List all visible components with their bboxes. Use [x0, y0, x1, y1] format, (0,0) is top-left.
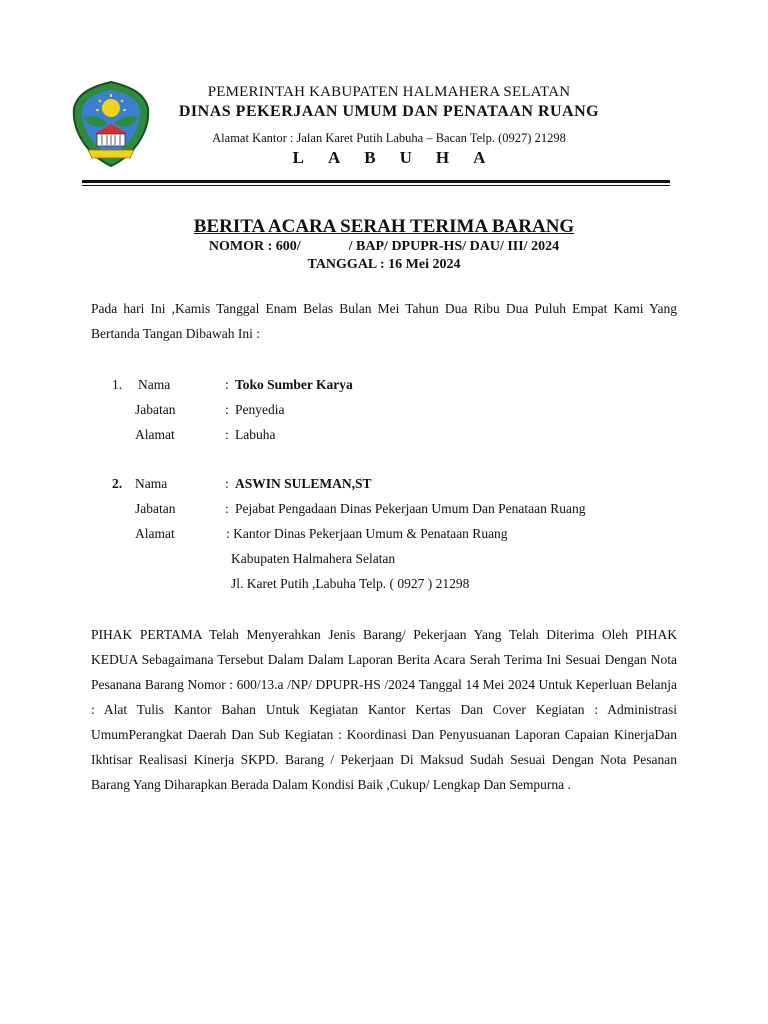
party-2	[91, 471, 691, 596]
party-2-position-label: Jabatan	[135, 501, 176, 516]
party-1-position-value: Penyedia	[235, 402, 285, 417]
party-2-number: 2.	[112, 476, 123, 491]
letterhead-divider-thin	[82, 185, 670, 186]
party-1-name-label: Nama	[138, 377, 171, 392]
colon: :	[225, 402, 229, 417]
letterhead-agency: DINAS PEKERJAAN UMUM DAN PENATAAN RUANG	[178, 103, 600, 120]
party-2-address-line2: Kabupaten Halmahera Selatan	[231, 551, 396, 566]
halmahera-selatan-emblem-icon	[70, 78, 152, 170]
colon: :	[225, 501, 229, 516]
party-2-name-label: Nama	[135, 476, 168, 491]
letterhead-divider-thick	[82, 180, 670, 183]
party-1-name-value: Toko Sumber Karya	[235, 377, 353, 392]
document-title-block	[0, 216, 768, 274]
document-number-suffix: / BAP/ DPUPR-HS/ DAU/ III/ 2024	[348, 239, 560, 254]
letterhead	[150, 82, 628, 169]
party-2-address-label: Alamat	[135, 526, 175, 541]
document-number-prefix: NOMOR : 600/	[208, 239, 301, 254]
letterhead-government: PEMERINTAH KABUPATEN HALMAHERA SELATAN	[207, 84, 571, 100]
party-2-address-line3: Jl. Karet Putih ,Labuha Telp. ( 0927 ) 21298	[231, 576, 470, 591]
statement-paragraph: PIHAK PERTAMA Telah Menyerahkan Jenis Barang/ Pekerjaan Yang Telah Diterima Oleh PIHAK KEDUA Sebagaimana Tersebut Dalam Dalam Laporan Berita Acara Serah Terima Ini Sesuai Dengan Nota Pesanana Barang Nomor : 600/13.a /NP/ DPUPR-HS /2024 Tanggal 14 Mei 2024 Untuk Keperluan Belanja : Alat Tulis Kantor Bahan Untuk Kegiatan Kantor Kertas Dan Cover Kegiatan : Administrasi UmumPerangkat Daerah Dan Sub Kegiatan : Koordinasi Dan Penyusuanan Laporan Capaian KinerjaDan Ikhtisar Realisasi Kinerja SKPD. Barang / Pekerjaan Di Maksud Sudah Sesuai Dengan Nota Pesanan Barang Yang Diharapkan Berada Dalam Kondisi Baik ,Cukup/ Lengkap Dan Sempurna .	[91, 627, 677, 792]
party-1-address-label: Alamat	[135, 427, 175, 442]
party-2-address-line1: : Kantor Dinas Pekerjaan Umum & Penataan Ruang	[226, 526, 508, 541]
colon: :	[225, 377, 229, 392]
party-1-position-label: Jabatan	[135, 402, 176, 417]
letterhead-address: Alamat Kantor : Jalan Karet Putih Labuha – Bacan Telp. (0927) 21298	[212, 131, 566, 145]
colon: :	[225, 427, 229, 442]
party-1-number: 1.	[112, 377, 123, 392]
colon: :	[225, 476, 229, 491]
party-2-name-value: ASWIN SULEMAN,ST	[235, 476, 372, 491]
document-title: BERITA ACARA SERAH TERIMA BARANG	[193, 216, 575, 237]
party-1-address-value: Labuha	[235, 427, 276, 442]
intro-paragraph: Pada hari Ini ,Kamis Tanggal Enam Belas Bulan Mei Tahun Dua Ribu Dua Puluh Empat Kami Yang Bertanda Tangan Dibawah Ini :	[91, 301, 677, 341]
letterhead-city: LABUHA	[292, 148, 510, 167]
party-2-position-value: Pejabat Pengadaan Dinas Pekerjaan Umum Dan Penataan Ruang	[235, 501, 586, 516]
document-date: TANGGAL : 16 Mei 2024	[307, 257, 461, 272]
document-number	[0, 238, 768, 256]
party-1	[91, 372, 691, 447]
